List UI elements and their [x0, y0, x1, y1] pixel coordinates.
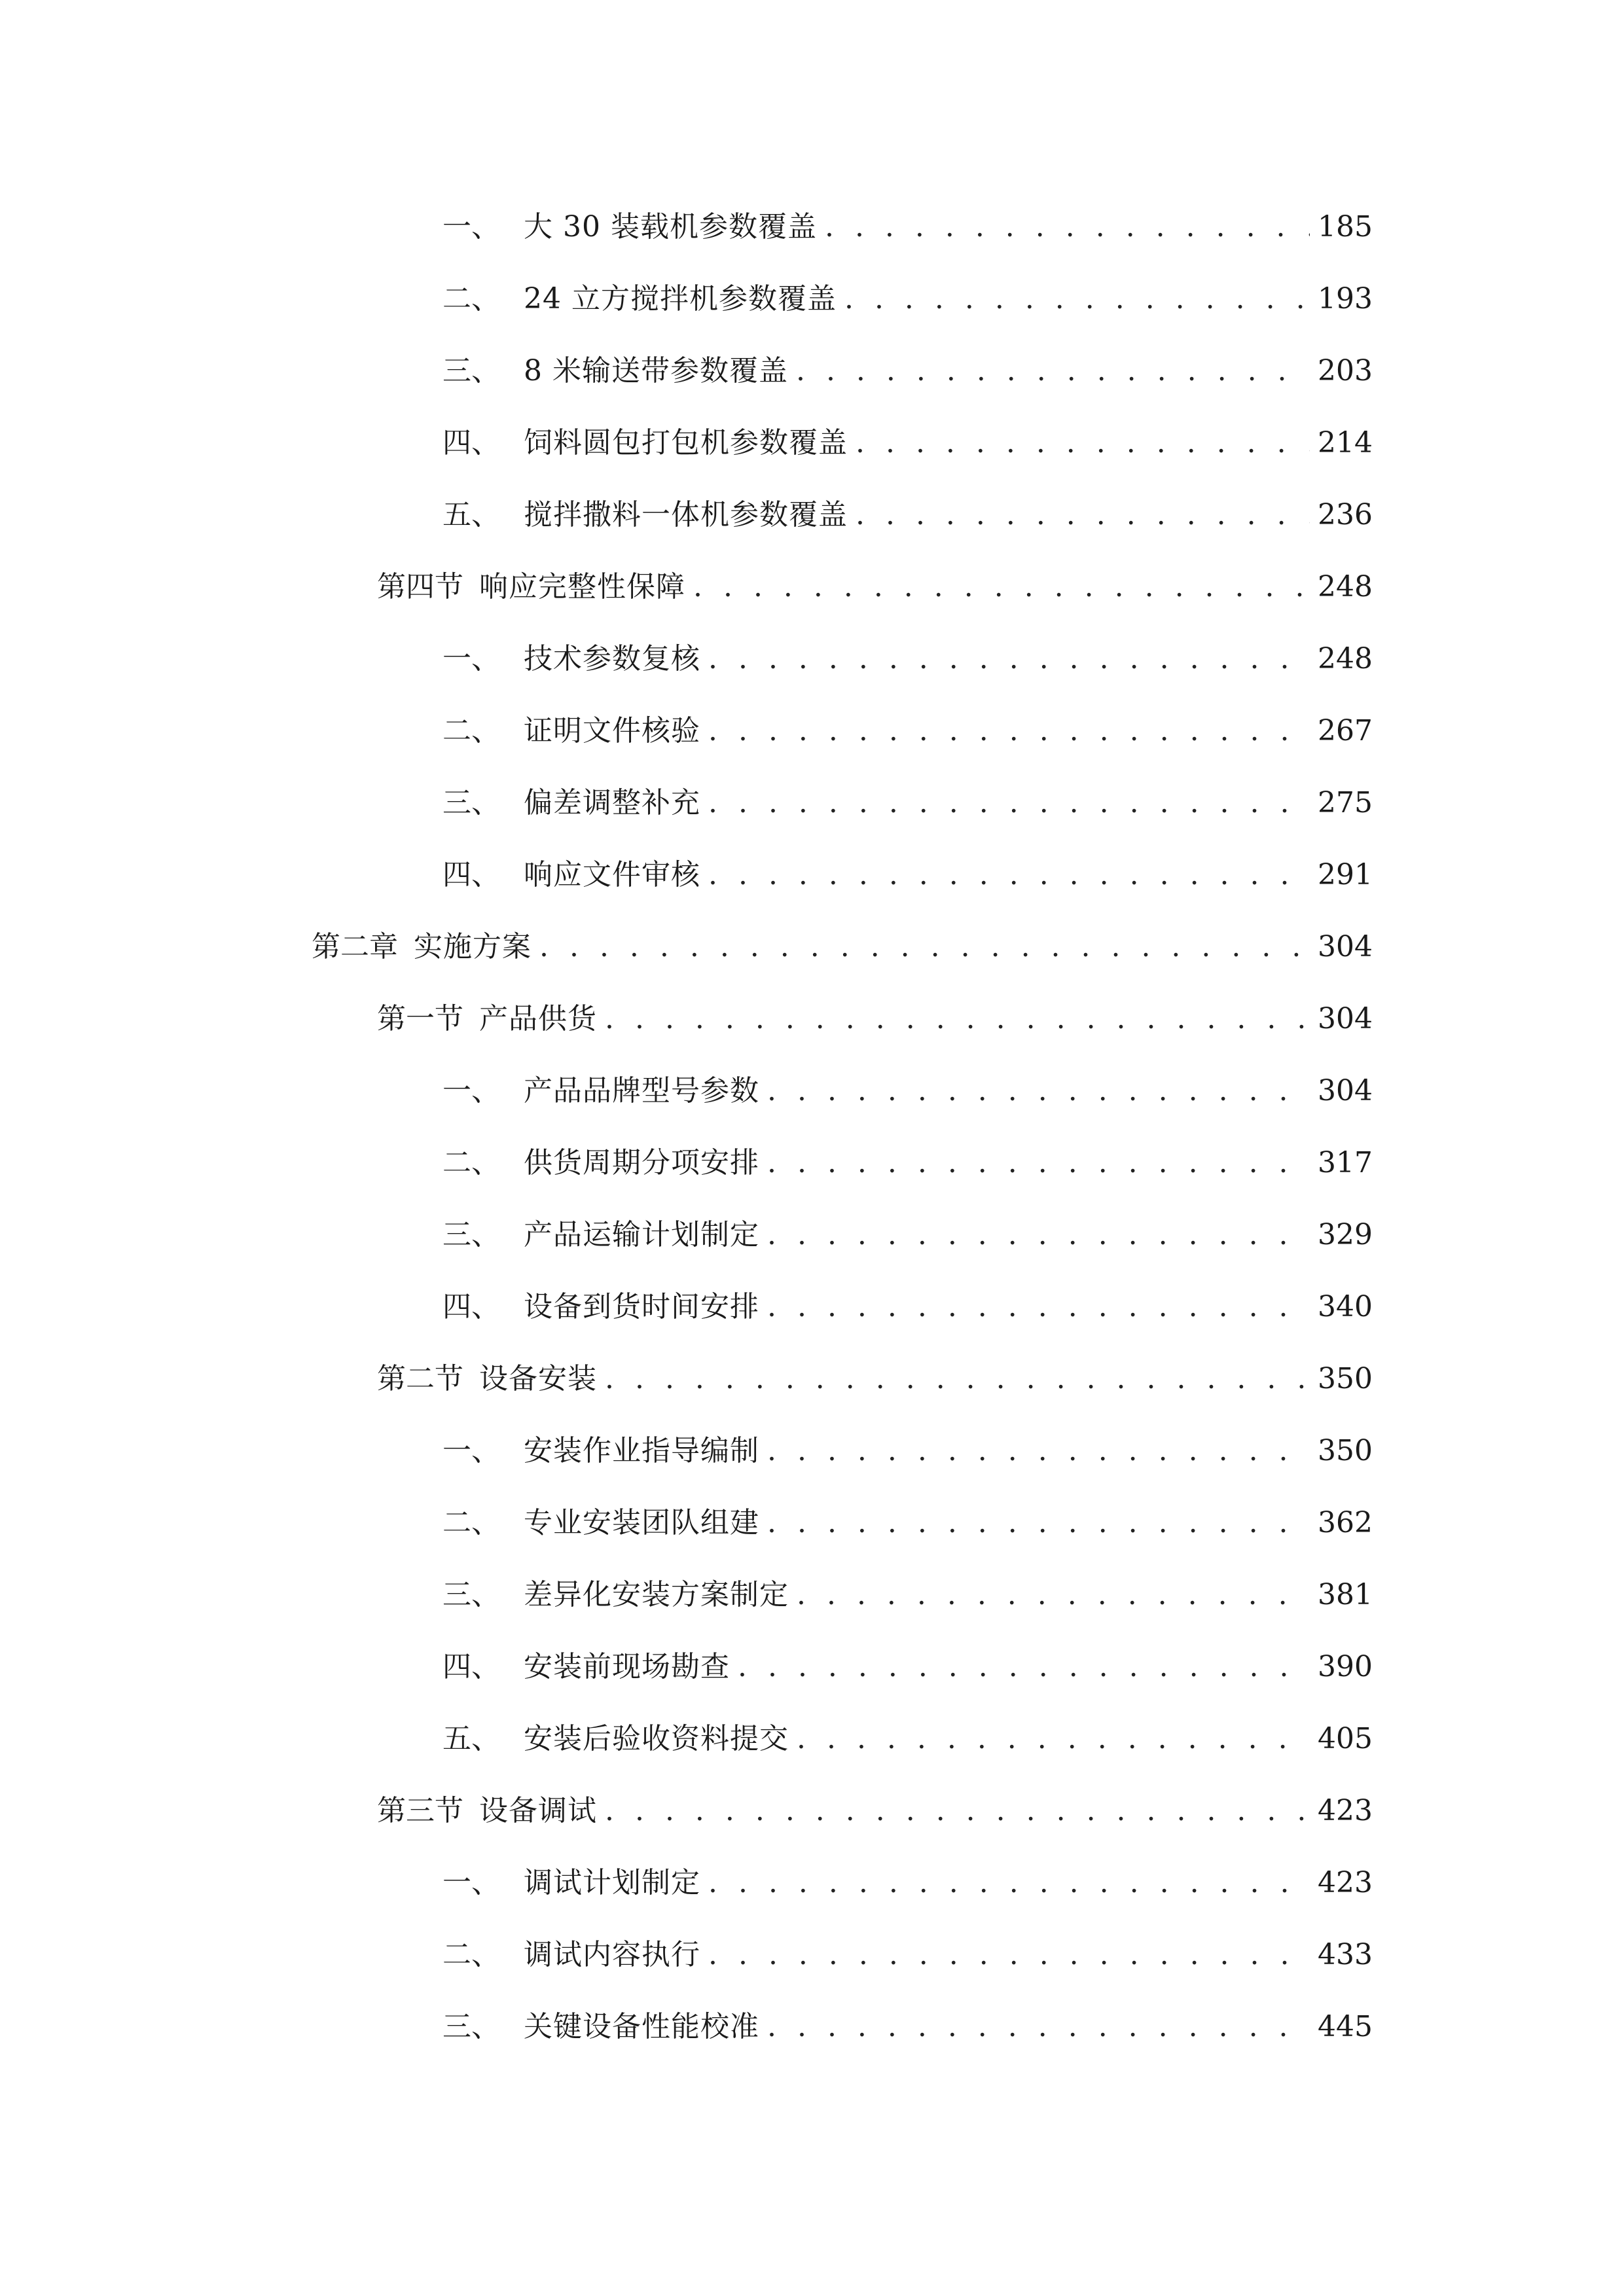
toc-number: 三、: [442, 1218, 500, 1251]
toc-page-number: 340: [1318, 1290, 1373, 1323]
toc-entry[interactable]: [442, 852, 1373, 898]
toc-leader-dots: [797, 1572, 1310, 1618]
toc-title: 产品品牌型号参数: [524, 1074, 759, 1107]
toc-leader-dots: [856, 492, 1310, 538]
toc-number: 二、: [442, 1146, 500, 1179]
toc-title: 差异化安装方案制定: [524, 1578, 789, 1611]
toc-number: 五、: [442, 498, 500, 531]
toc-page-number: 381: [1318, 1578, 1373, 1611]
toc-leader-dots: [767, 1500, 1310, 1546]
toc-entry[interactable]: [442, 1932, 1373, 1978]
toc-title: 设备到货时间安排: [524, 1290, 759, 1323]
toc-number: 一、: [442, 1866, 500, 1899]
toc-title: 技术参数复核: [524, 642, 700, 675]
toc-title: 证明文件核验: [524, 714, 700, 747]
toc-number: 三、: [442, 1578, 500, 1611]
toc-leader-dots: [605, 1356, 1310, 1402]
toc-title: 调试内容执行: [524, 1938, 700, 1971]
toc-leader-dots: [708, 708, 1310, 754]
toc-number: 第二节: [377, 1362, 463, 1395]
toc-number: 二、: [442, 1938, 500, 1971]
toc-title: 安装前现场勘查: [524, 1650, 730, 1683]
toc-page-number: 275: [1318, 786, 1373, 819]
toc-leader-dots: [767, 1428, 1310, 1474]
toc-title: 8 米输送带参数覆盖: [524, 354, 788, 387]
toc-leader-dots: [539, 924, 1310, 970]
toc-number: 第三节: [377, 1794, 463, 1827]
toc-number: 第二章: [312, 930, 398, 963]
toc-entry[interactable]: [377, 1356, 1373, 1402]
toc-leader-dots: [738, 1644, 1310, 1690]
toc-page-number: 405: [1318, 1722, 1373, 1755]
toc-title: 关键设备性能校准: [524, 2010, 759, 2043]
toc-title: 响应完整性保障: [479, 570, 685, 603]
toc-leader-dots: [605, 996, 1310, 1042]
toc-page-number: 304: [1318, 1074, 1373, 1107]
toc-entry[interactable]: [377, 564, 1373, 610]
toc-number: 五、: [442, 1722, 500, 1755]
toc-title: 偏差调整补充: [524, 786, 700, 819]
toc-number: 三、: [442, 354, 500, 387]
toc-entry[interactable]: [442, 1644, 1373, 1690]
toc-page-number: 423: [1318, 1866, 1373, 1899]
toc-page-number: 267: [1318, 714, 1373, 747]
toc-entry[interactable]: [442, 276, 1373, 322]
toc-number: 四、: [442, 858, 500, 891]
toc-entry[interactable]: [442, 1716, 1373, 1762]
toc-leader-dots: [605, 1788, 1310, 1834]
toc-leader-dots: [797, 1716, 1310, 1762]
toc-entry[interactable]: [442, 492, 1373, 538]
toc-leader-dots: [856, 420, 1310, 466]
toc-entry[interactable]: [312, 924, 1373, 970]
toc-title: 设备安装: [479, 1362, 597, 1395]
toc-entry[interactable]: [442, 708, 1373, 754]
toc-entry[interactable]: [442, 1500, 1373, 1546]
toc-entry[interactable]: [442, 1140, 1373, 1186]
toc-page-number: 291: [1318, 858, 1373, 891]
toc-leader-dots: [767, 2004, 1310, 2050]
toc-entry[interactable]: [442, 1212, 1373, 1258]
toc-number: 第一节: [377, 1002, 463, 1035]
toc-entry[interactable]: [442, 420, 1373, 466]
toc-leader-dots: [708, 636, 1310, 682]
toc-leader-dots: [708, 1860, 1310, 1906]
toc-title: 调试计划制定: [524, 1866, 700, 1899]
toc-entry[interactable]: [442, 1068, 1373, 1114]
toc-number: 一、: [442, 642, 500, 675]
toc-page-number: 304: [1318, 1002, 1373, 1035]
toc-leader-dots: [825, 204, 1310, 250]
toc-page-number: 214: [1318, 426, 1373, 459]
toc-title: 大 30 装载机参数覆盖: [524, 210, 817, 243]
toc-page-number: 423: [1318, 1794, 1373, 1827]
toc-title: 供货周期分项安排: [524, 1146, 759, 1179]
toc-leader-dots: [708, 852, 1310, 898]
toc-entry[interactable]: [377, 1788, 1373, 1834]
toc-page-number: 248: [1318, 570, 1373, 603]
toc-number: 三、: [442, 786, 500, 819]
toc-title: 饲料圆包打包机参数覆盖: [524, 426, 848, 459]
toc-entry[interactable]: [442, 204, 1373, 250]
toc-number: 二、: [442, 714, 500, 747]
toc-number: 一、: [442, 210, 500, 243]
toc-entry[interactable]: [442, 780, 1373, 826]
toc-title: 24 立方搅拌机参数覆盖: [524, 282, 837, 315]
toc-page-number: 433: [1318, 1938, 1373, 1971]
toc-entry[interactable]: [442, 636, 1373, 682]
toc-page-number: 248: [1318, 642, 1373, 675]
toc-page-number: 362: [1318, 1506, 1373, 1539]
toc-page-number: 236: [1318, 498, 1373, 531]
toc-title: 设备调试: [479, 1794, 597, 1827]
toc-leader-dots: [708, 780, 1310, 826]
toc-title: 产品供货: [479, 1002, 597, 1035]
toc-number: 二、: [442, 1506, 500, 1539]
toc-number: 第四节: [377, 570, 463, 603]
toc-page-number: 329: [1318, 1218, 1373, 1251]
toc-number: 一、: [442, 1074, 500, 1107]
toc-page-number: 203: [1318, 354, 1373, 387]
toc-leader-dots: [767, 1140, 1310, 1186]
toc-entry[interactable]: [442, 1284, 1373, 1330]
toc-number: 三、: [442, 2010, 500, 2043]
toc-leader-dots: [796, 348, 1310, 394]
toc-leader-dots: [767, 1068, 1310, 1114]
toc-page-number: 185: [1318, 210, 1373, 243]
toc-number: 一、: [442, 1434, 500, 1467]
toc-title: 产品运输计划制定: [524, 1218, 759, 1251]
toc-page-number: 350: [1318, 1362, 1373, 1395]
toc-number: 二、: [442, 282, 500, 315]
toc-entry[interactable]: [442, 348, 1373, 394]
toc-title: 实施方案: [414, 930, 532, 963]
toc-title: 专业安装团队组建: [524, 1506, 759, 1539]
toc-entry[interactable]: [377, 996, 1373, 1042]
toc-title: 安装作业指导编制: [524, 1434, 759, 1467]
toc-leader-dots: [844, 276, 1310, 322]
toc-entry[interactable]: [442, 1860, 1373, 1906]
toc-title: 搅拌撒料一体机参数覆盖: [524, 498, 848, 531]
toc-leader-dots: [767, 1212, 1310, 1258]
toc-page-number: 193: [1318, 282, 1373, 315]
toc-page-number: 350: [1318, 1434, 1373, 1467]
toc-number: 四、: [442, 426, 500, 459]
toc-leader-dots: [708, 1932, 1310, 1978]
toc-page-number: 445: [1318, 2010, 1373, 2043]
toc-leader-dots: [693, 564, 1310, 610]
toc-page-number: 304: [1318, 930, 1373, 963]
toc-entry[interactable]: [442, 1428, 1373, 1474]
toc-leader-dots: [767, 1284, 1310, 1330]
toc-title: 安装后验收资料提交: [524, 1722, 789, 1755]
toc-entry[interactable]: [442, 1572, 1373, 1618]
toc-page-number: 390: [1318, 1650, 1373, 1683]
toc-entry[interactable]: [442, 2004, 1373, 2050]
toc-page-number: 317: [1318, 1146, 1373, 1179]
toc-number: 四、: [442, 1290, 500, 1323]
toc-number: 四、: [442, 1650, 500, 1683]
toc-title: 响应文件审核: [524, 858, 700, 891]
